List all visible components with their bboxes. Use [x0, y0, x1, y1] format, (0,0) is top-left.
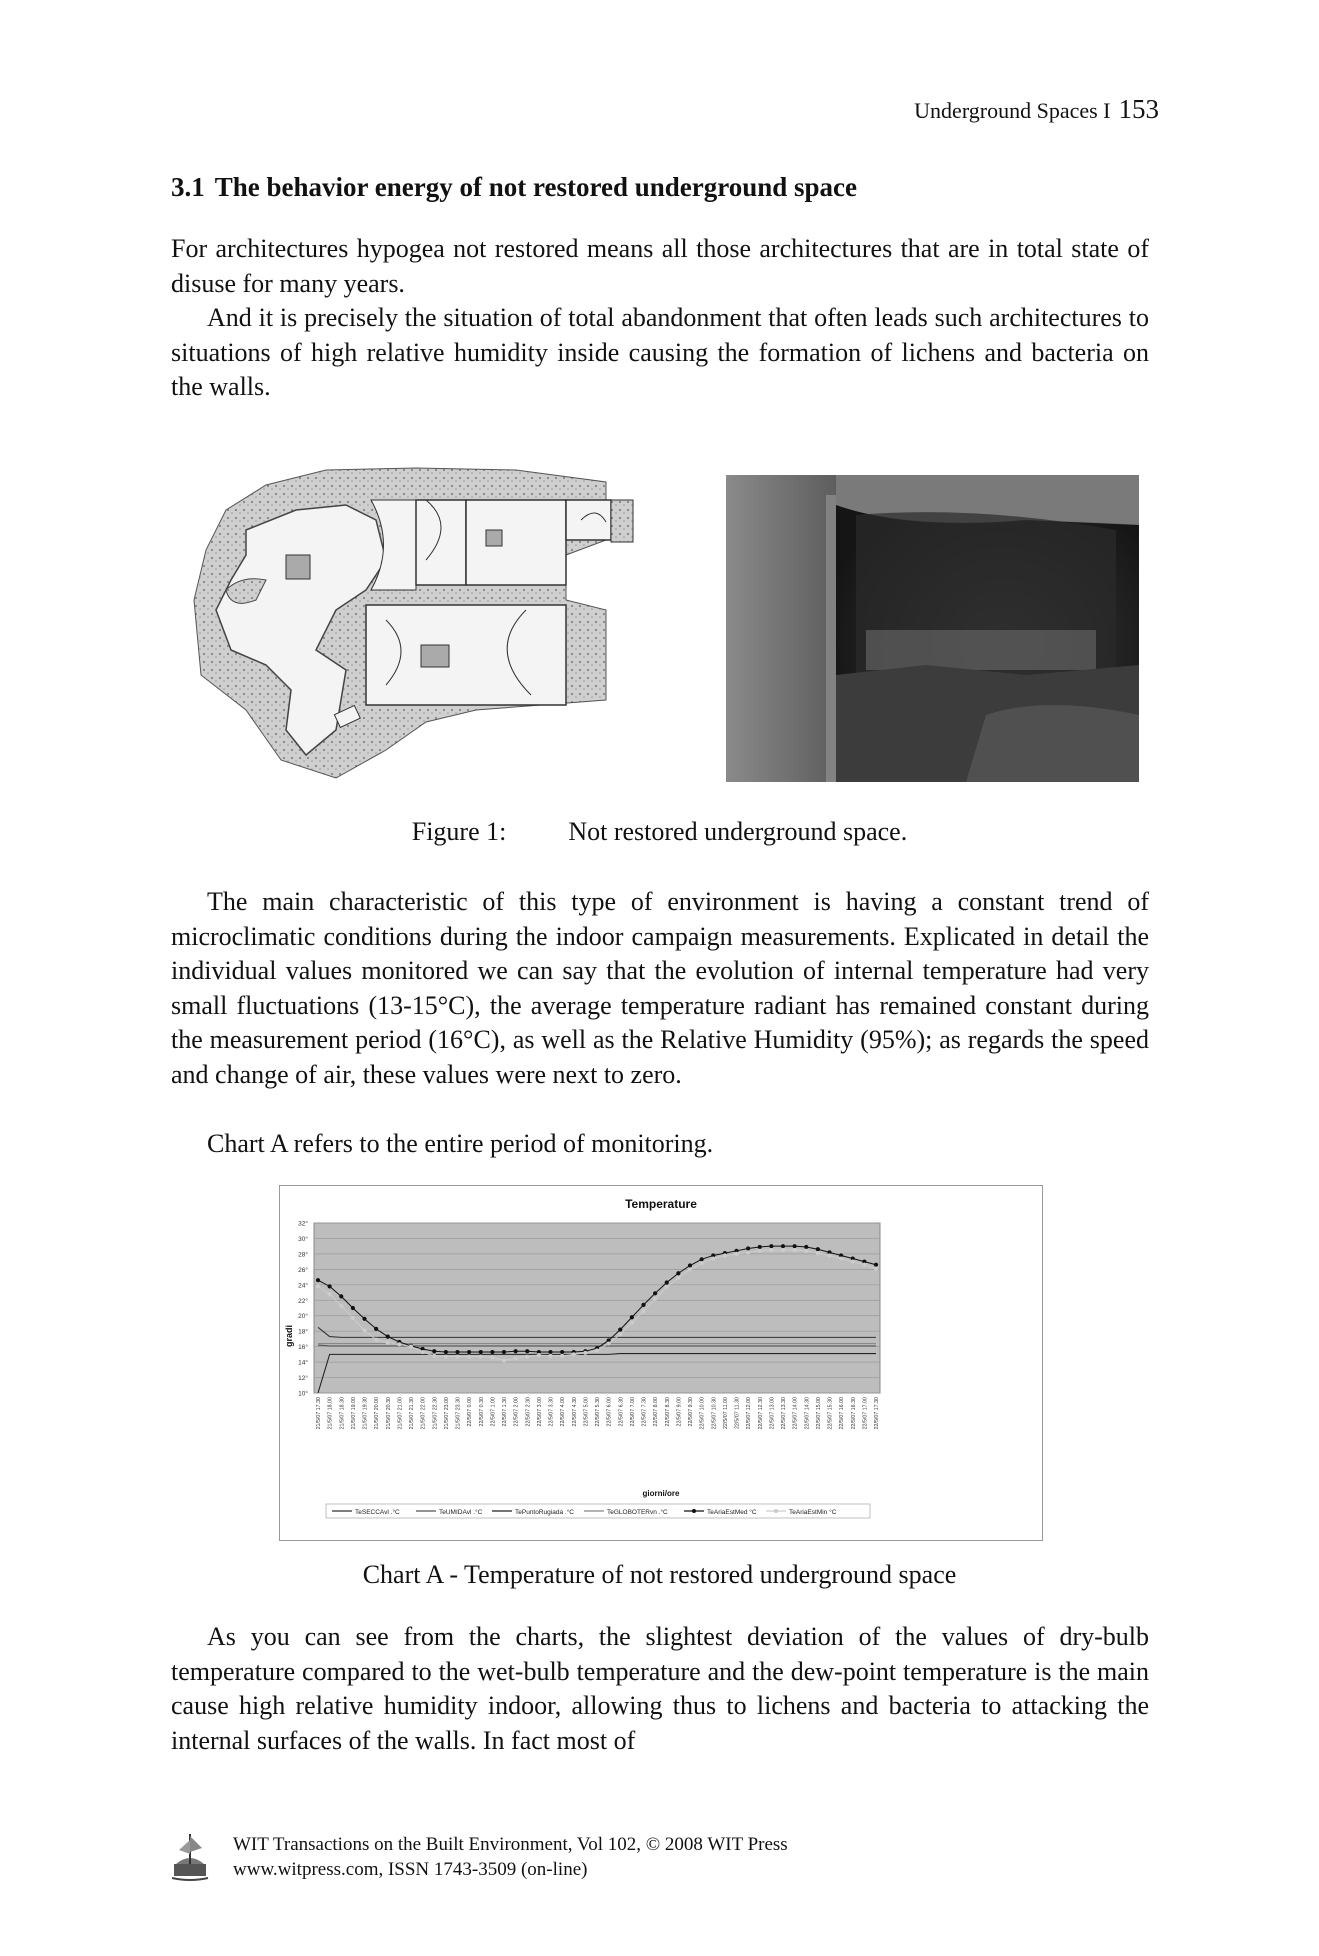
data-point: [490, 1350, 494, 1354]
data-point: [734, 1252, 738, 1256]
data-point: [328, 1284, 332, 1288]
x-tick-label: 21/5/07 21.00: [397, 1397, 404, 1430]
legend-entry: TeSECCAvl .°C: [355, 1509, 400, 1516]
data-point: [630, 1315, 634, 1319]
x-tick-label: 22/5/07 0.30: [478, 1397, 485, 1427]
legend-entry: TeAriaEstMin °C: [789, 1509, 837, 1516]
chart-legend: [326, 1504, 870, 1518]
x-tick-label: 22/5/07 16.30: [850, 1397, 857, 1430]
figure-1-label: Figure 1:: [411, 817, 507, 846]
y-tick-label: 26°: [298, 1266, 308, 1274]
x-tick-label: 22/5/07 17.30: [874, 1397, 880, 1430]
x-tick-label: 22/5/07 3.30: [548, 1397, 555, 1427]
x-tick-label: 22/5/07 8.30: [664, 1397, 671, 1427]
x-tick-label: 22/5/07 0.00: [467, 1397, 474, 1427]
data-point: [467, 1355, 471, 1359]
y-tick-label: 12°: [298, 1375, 308, 1383]
data-point: [781, 1248, 785, 1252]
data-point: [386, 1334, 390, 1338]
x-tick-label: 22/5/07 5.00: [583, 1397, 590, 1427]
data-point: [665, 1285, 669, 1289]
paragraph-5: As you can see from the charts, the slightest deviation of the values of dry-bulb temperature compared to the wet-bulb temperature and the dew-point temperature is the main cause high relative humidity indoor, allowing thus to lichens and bacteria to attacking the internal surfaces of the walls. In fact most of: [171, 1622, 1149, 1755]
paragraph-4: Chart A refers to the entire period of monitoring.: [207, 1129, 714, 1158]
data-point: [641, 1303, 645, 1307]
data-point: [700, 1261, 704, 1265]
x-tick-label: 21/5/07 19.00: [350, 1397, 357, 1430]
data-point: [688, 1267, 692, 1271]
data-point: [572, 1352, 576, 1356]
data-point: [548, 1350, 552, 1354]
data-point: [455, 1350, 459, 1354]
y-tick-label: 28°: [298, 1251, 308, 1259]
data-point: [583, 1351, 587, 1355]
x-tick-label: 22/5/07 16.00: [839, 1397, 846, 1430]
chart-a: [279, 1185, 1043, 1541]
data-point: [432, 1349, 436, 1353]
chart-title: Temperature: [625, 1197, 697, 1211]
data-point: [607, 1341, 611, 1345]
y-tick-label: 14°: [298, 1359, 308, 1367]
data-point: [665, 1280, 669, 1284]
x-tick-label: 22/5/07 14.30: [804, 1397, 811, 1430]
figure-1-text: Not restored underground space.: [568, 817, 908, 846]
legend-entry: TeUMIDAvl .°C: [439, 1509, 483, 1516]
section-heading: [171, 172, 857, 203]
data-point: [874, 1263, 878, 1267]
data-point: [723, 1253, 727, 1257]
data-point: [362, 1328, 366, 1332]
data-point: [432, 1354, 436, 1358]
data-point: [479, 1350, 483, 1354]
x-tick-label: 22/5/07 13.30: [781, 1397, 787, 1430]
underground-room-photo: [726, 475, 1139, 782]
data-point: [537, 1353, 541, 1357]
data-point: [630, 1321, 634, 1325]
data-point: [758, 1249, 762, 1253]
data-point: [839, 1256, 843, 1260]
data-point: [560, 1354, 564, 1358]
x-tick-label: 22/5/07 4.30: [571, 1397, 578, 1427]
x-tick-label: 22/5/07 4.00: [560, 1397, 567, 1427]
x-tick-label: 22/5/07 6.30: [618, 1397, 625, 1427]
x-tick-label: 22/5/07 11.00: [722, 1397, 729, 1430]
data-point: [328, 1292, 332, 1296]
x-tick-label: 22/5/07 14.00: [792, 1397, 799, 1430]
x-tick-label: 22/5/07 12.00: [746, 1397, 753, 1430]
wit-press-logo: [170, 1830, 210, 1882]
data-point: [351, 1316, 355, 1320]
x-tick-label: 21/5/07 22.00: [420, 1397, 427, 1430]
y-tick-label: 30°: [298, 1235, 308, 1243]
y-tick-label: 24°: [298, 1282, 308, 1290]
data-point: [560, 1350, 564, 1354]
legend-marker: [774, 1509, 778, 1513]
x-tick-label: 22/5/07 1.30: [502, 1397, 508, 1427]
x-tick-label: 22/5/07 1.00: [490, 1397, 497, 1427]
x-tick-label: 22/5/07 10.00: [699, 1397, 706, 1430]
data-point: [467, 1350, 471, 1354]
data-point: [653, 1291, 657, 1295]
y-tick-label: 10°: [298, 1390, 308, 1398]
paragraph-1: For architectures hypogea not restored means all those architectures that are in total state of disuse for many years.: [171, 234, 1149, 298]
data-point: [653, 1297, 657, 1301]
data-point: [804, 1249, 808, 1253]
data-point: [688, 1263, 692, 1267]
data-point: [386, 1341, 390, 1345]
page-number: 153: [1118, 94, 1159, 124]
data-point: [514, 1349, 518, 1353]
x-tick-label: 21/5/07 22.30: [432, 1397, 439, 1430]
legend-marker: [692, 1509, 696, 1513]
data-point: [793, 1244, 797, 1248]
section-number: 3.1: [171, 172, 205, 202]
data-point: [455, 1355, 459, 1359]
data-point: [502, 1350, 506, 1354]
data-point: [479, 1355, 483, 1359]
chart-x-label: giorni/ore: [642, 1489, 680, 1498]
x-tick-label: 22/5/07 12.30: [757, 1397, 764, 1430]
data-point: [339, 1294, 343, 1298]
data-point: [525, 1349, 529, 1353]
y-tick-label: 22°: [298, 1297, 308, 1305]
x-tick-label: 21/5/07 20.00: [374, 1397, 381, 1430]
data-point: [711, 1256, 715, 1260]
data-point: [444, 1355, 448, 1359]
x-tick-label: 22/5/07 9.30: [688, 1397, 694, 1427]
data-point: [618, 1328, 622, 1332]
x-tick-label: 22/5/07 13.00: [769, 1397, 776, 1430]
y-tick-label: 18°: [298, 1328, 308, 1336]
x-tick-label: 22/5/07 2.30: [525, 1397, 532, 1427]
data-point: [525, 1355, 529, 1359]
legend-entry: TeGLOBOTERvn .°C: [607, 1509, 668, 1516]
figure-1-caption: [0, 817, 1319, 847]
running-head: [914, 94, 1159, 125]
data-point: [397, 1342, 401, 1346]
x-tick-label: 22/5/07 3.00: [536, 1397, 543, 1427]
x-tick-label: 22/5/07 17.00: [862, 1397, 869, 1430]
x-tick-label: 21/5/07 23.00: [443, 1397, 450, 1430]
data-point: [374, 1338, 378, 1342]
x-tick-label: 22/5/07 10.30: [711, 1397, 718, 1430]
data-point: [781, 1244, 785, 1248]
floor-plan-figure: [186, 460, 696, 782]
data-point: [851, 1260, 855, 1264]
x-tick-label: 22/5/07 8.00: [653, 1397, 660, 1427]
data-point: [421, 1350, 425, 1354]
data-point: [758, 1245, 762, 1249]
x-tick-label: 22/5/07 2.00: [513, 1397, 520, 1427]
chart-y-label: gradi: [284, 1324, 294, 1348]
data-point: [769, 1248, 773, 1252]
y-tick-label: 20°: [298, 1313, 308, 1321]
data-point: [374, 1327, 378, 1331]
data-point: [362, 1317, 366, 1321]
section-title: The behavior energy of not restored underground space: [214, 172, 858, 202]
data-point: [502, 1358, 506, 1362]
x-tick-label: 22/5/07 7.30: [641, 1397, 648, 1427]
legend-entry: TePuntoRugiada .°C: [515, 1509, 574, 1516]
data-point: [618, 1332, 622, 1336]
y-tick-label: 16°: [298, 1344, 308, 1352]
chart-plot-area: [298, 1220, 880, 1430]
x-tick-label: 22/5/07 9.00: [676, 1397, 683, 1427]
paragraph-2: And it is precisely the situation of total abandonment that often leads such architectures to situations of high relative humidity inside causing the formation of lichens and bacteria on the walls.: [171, 303, 1149, 401]
x-tick-label: 22/5/07 15.00: [815, 1397, 822, 1430]
x-tick-label: 21/5/07 18.30: [339, 1397, 346, 1430]
data-point: [874, 1266, 878, 1270]
data-point: [676, 1276, 680, 1280]
data-point: [746, 1250, 750, 1254]
y-tick-label: 32°: [298, 1220, 308, 1228]
x-tick-label: 21/5/07 17.30: [316, 1397, 322, 1430]
legend-entry: TeAriaEstMed °C: [707, 1509, 757, 1516]
data-point: [816, 1247, 820, 1251]
data-point: [595, 1348, 599, 1352]
footer: [233, 1832, 788, 1882]
x-tick-label: 22/5/07 15.30: [827, 1397, 834, 1430]
x-tick-label: 22/5/07 11.30: [734, 1397, 741, 1430]
data-point: [490, 1355, 494, 1359]
data-point: [746, 1246, 750, 1250]
data-point: [769, 1244, 773, 1248]
data-point: [548, 1354, 552, 1358]
x-tick-label: 22/5/07 5.30: [595, 1397, 601, 1427]
data-point: [816, 1251, 820, 1255]
data-point: [641, 1309, 645, 1313]
data-point: [339, 1304, 343, 1308]
data-point: [316, 1278, 320, 1282]
paragraph-3: The main characteristic of this type of environment is having a constant trend of microclimatic conditions during the indoor campaign measurements. Explicated in detail the individual values monitored we can say that the evolution of internal temperature had very small fluctuations (13-15°C), the average temperature radiant has remained constant during the measurement period (16°C), as well as the Relative Humidity (95%); as regards the speed and change of air, these values were next to zero.: [171, 887, 1149, 1089]
data-point: [700, 1257, 704, 1261]
data-point: [676, 1271, 680, 1275]
data-point: [444, 1350, 448, 1354]
data-point: [409, 1345, 413, 1349]
x-tick-label: 22/5/07 7.00: [629, 1397, 636, 1427]
x-tick-label: 21/5/07 18.00: [327, 1397, 334, 1430]
x-tick-label: 22/5/07 6.00: [606, 1397, 613, 1427]
x-tick-label: 21/5/07 21.30: [409, 1397, 415, 1430]
x-tick-label: 21/5/07 19.30: [362, 1397, 369, 1430]
footer-line-1: WIT Transactions on the Built Environment, Vol 102, © 2008 WIT Press: [233, 1834, 788, 1855]
data-point: [827, 1253, 831, 1257]
data-point: [514, 1356, 518, 1360]
chart-svg: [280, 1186, 1042, 1540]
running-title: Underground Spaces I: [914, 98, 1111, 123]
data-point: [804, 1245, 808, 1249]
data-point: [862, 1263, 866, 1267]
chart-a-caption: Chart A - Temperature of not restored underground space: [362, 1560, 957, 1589]
x-tick-label: 21/5/07 23.30: [455, 1397, 462, 1430]
data-point: [351, 1306, 355, 1310]
data-point: [316, 1284, 320, 1288]
data-point: [793, 1248, 797, 1252]
footer-line-2: www.witpress.com, ISSN 1743-3509 (on-line): [233, 1859, 588, 1880]
x-tick-label: 21/5/07 20.30: [385, 1397, 392, 1430]
